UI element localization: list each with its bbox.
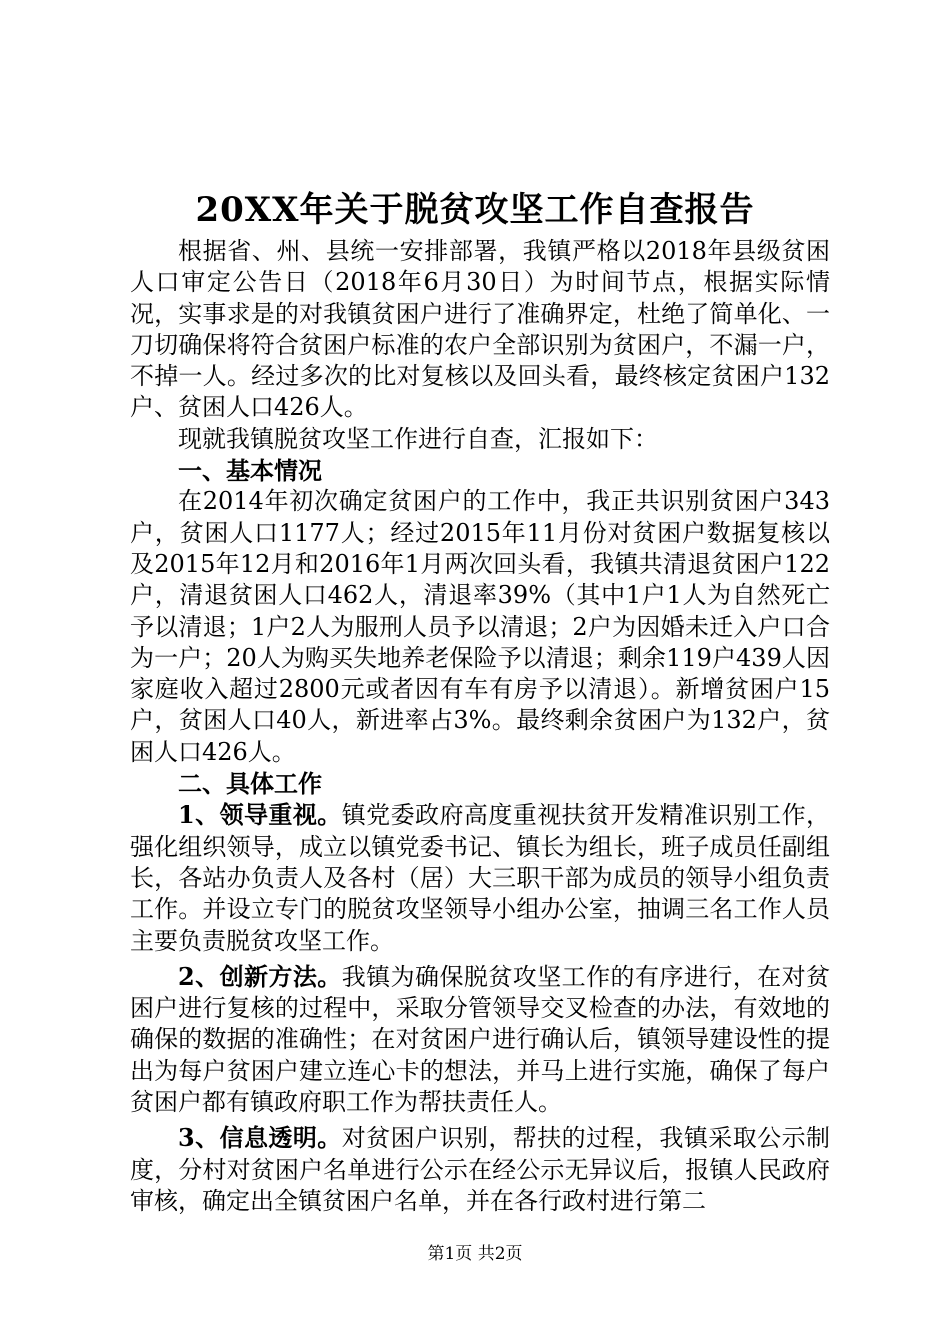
page-number-footer: 第1页 共2页 [427,1244,523,1264]
work-item-text: 镇党委政府高度重视扶贫开发精准识别工作，强化组织领导，成立以镇党委书记、镇长为组长，班子成员任副组长，各站办负责人及各村（居）大三职干部为成员的领导小组负责工作。并设立专门的脱贫攻坚领导小组办公室，抽调三名工作人员主要负责脱贫攻坚工作。 [130,801,831,955]
work-item-innovation [130,961,830,1118]
work-item-transparency [130,1122,830,1217]
work-item-text: 对贫困户识别，帮扶的过程，我镇采取公示制度，分村对贫困户名单进行公示在经公示无异议后，报镇人民政府审核，确定出全镇贫困户名单，并在各行政村进行第二 [130,1124,831,1215]
work-item-text: 我镇为确保脱贫攻坚工作的有序进行，在对贫困户进行复核的过程中，采取分管领导交叉检查的办法，有效地的确保的数据的准确性；在对贫困户进行确认后，镇领导建设性的提出为每户贫困户建立连心卡的想法，并马上进行实施，确保了每户贫困户都有镇政府职工作为帮扶责任人。 [130,962,831,1117]
work-item-leadership [130,799,830,956]
section-heading-basic: 一、基本情况 [178,456,322,486]
intro-paragraph: 根据省、州、县统一安排部署，我镇严格以2018年县级贫困人口审定公告日（2018年6月30日）为时间节点，根据实际情况，实事求是的对我镇贫困户进行了准确界定，杜绝了简单化、一刀切确保将符合贫困户标准的农户全部识别为贫困户，不漏一户，不掉一人。经过多次的比对复核以及回头看，最终核定贫困户132户、贫困人口426人。 [130,237,830,422]
document-title: 20XX年关于脱贫攻坚工作自查报告 [195,190,755,230]
section-heading-work: 二、具体工作 [178,769,322,799]
work-item-lead: 2、创新方法。 [178,961,342,991]
intro-summary-line: 现就我镇脱贫攻坚工作进行自查，汇报如下： [178,424,658,453]
document-body [130,236,830,1217]
section-basic-paragraph: 在2014年初次确定贫困户的工作中，我正共识别贫困户343户，贫困人口1177人；经过2015年11月份对贫困户数据复核以及2015年12月和2016年1月两次回头看，我镇共清退贫困户122户，清退贫困人口462人，清退率39%（其中1户1人为自然死亡予以清退；1户2人为服刑人员予以清退；2户为因婚未迁入户口合为一户；20人为购买失地养老保险予以清退；剩余119户439人因家庭收入超过2800元或者因有车有房予以清退）。新增贫困户15户，贫困人口40人，新进率占3%。最终剩余贫困户为132户，贫困人口426人。 [130,487,830,766]
work-item-lead: 1、领导重视。 [178,800,342,830]
work-item-lead: 3、信息透明。 [178,1123,342,1153]
